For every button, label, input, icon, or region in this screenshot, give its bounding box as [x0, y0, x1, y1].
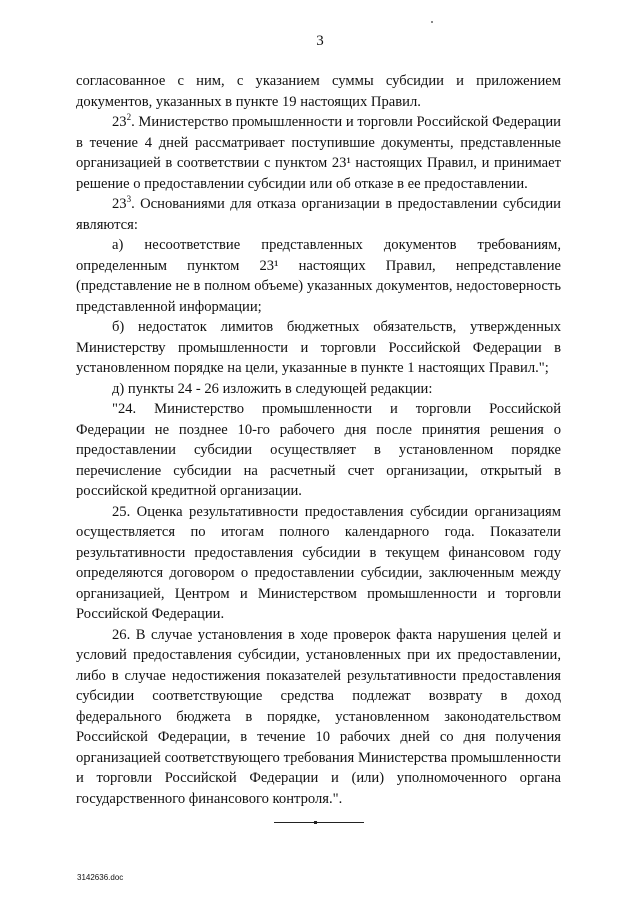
paragraph-26: 26. В случае установления в ходе проверок факта нарушения целей и условий предоставления субсидии, установленных при их предоставлении, либо в случае недостижения показателей результативности предоставления субсидии соответствующие средства подлежат возврату в доход федерального бюджета в порядке, установленном законодательством Российской Федерации, в течение 10 рабочих дней со дня получения организацией соответствующего требования Министерства промышленности и торговли Российской Федерации и (или) уполномоченного органа государственного финансового контроля.".: [76, 626, 561, 807]
paragraph-24: "24. Министерство промышленности и торговли Российской Федерации не позднее 10-го рабочего дня после принятия решения о предоставлении субсидии осуществляет в установленном порядке перечисление субсидии на расчетный счет организации, открытый в российской кредитной организации.: [76, 401, 561, 499]
paragraph-item-b: б) недостаток лимитов бюджетных обязательств, утвержденных Министерству промышленности и торговли Российской Федерации в установленном порядке на цели, указанные в пункте 1 настоящих Правил.";: [76, 319, 561, 376]
paragraph-item-a: а) несоответствие представленных документов требованиям, определенным пунктом 23¹ настоящих Правил, непредставление (представление не в полном объеме) указанных документов, недостоверность представленной информации;: [76, 237, 561, 315]
page-number: 3: [316, 33, 324, 49]
paragraph-25: 25. Оценка результативности предоставления субсидии организациям осуществляется по итогам полного календарного года. Показатели результативности предоставления субсидии в текущем финансовом году определяются договором о предоставлении субсидии, заключенным между организацией, Центром и Министерством промышленности и торговли Российской Федерации.: [76, 503, 561, 622]
footer-rule-mark: [314, 821, 317, 824]
document-id: 3142636.doc: [77, 873, 124, 882]
paragraph-continuation: согласованное с ним, с указанием суммы субсидии и приложением документов, указанных в пункте 19 настоящих Правил.: [76, 73, 561, 110]
paragraph-23-3: $23^3$. Основаниями для отказа организации в предоставлении субсидии являются:: [76, 194, 561, 233]
paragraph-item-d: д) пункты 24 - 26 изложить в следующей редакции:: [112, 380, 433, 397]
scan-dot: [431, 21, 433, 23]
document-body: [76, 71, 561, 809]
footer-rule: [274, 822, 364, 823]
paragraph-23-2: $23^2$. Министерство промышленности и торговли Российской Федерации в течение 4 дней рассматривает поступившие документы, представленные организацией в соответствии с пунктом 23¹ настоящих Правил, и принимает решение о предоставлении субсидии или об отказе в ее предоставлении.: [76, 112, 561, 192]
